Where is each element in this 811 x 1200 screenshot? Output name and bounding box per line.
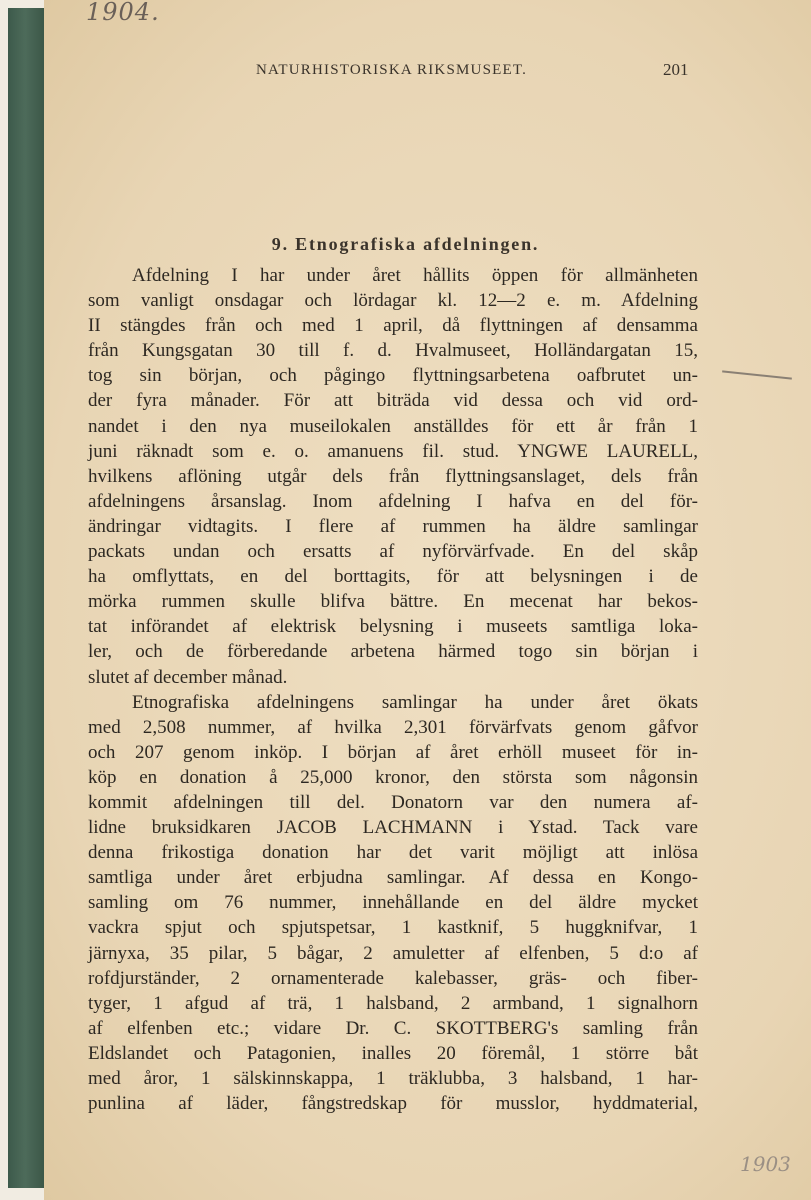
text-line: lidne bruksidkaren JACOB LACHMANN i Ystad. Tack vare xyxy=(88,817,698,839)
text-line: Eldslandet och Patagonien, inalles 20 föremål, 1 större båt xyxy=(88,1042,698,1064)
text-line: tog sin början, och pågingo flyttningsarbetena oafbrutet un- xyxy=(88,365,698,387)
page-number: 201 xyxy=(663,60,689,79)
body-text xyxy=(88,263,698,1116)
text-line: med 2,508 nummer, af hvilka 2,301 förvärfvats genom gåfvor xyxy=(88,716,698,738)
text-line: tat införandet af elektrisk belysning i museets samtliga loka- xyxy=(88,616,698,638)
text-line: ler, och de förberedande arbetena härmed togo sin början i xyxy=(88,641,698,663)
text-line: ändringar vidtagits. I flere af rummen ha äldre samlingar xyxy=(88,515,698,537)
text-line: juni räknadt som e. o. amanuens fil. stud. YNGWE LAURELL, xyxy=(88,440,698,462)
text-line: och 207 genom inköp. I början af året erhöll museet för in- xyxy=(88,741,698,763)
text-line: nandet i den nya museilokalen anställdes för ett år från 1 xyxy=(88,415,698,437)
text-line: järnyxa, 35 pilar, 5 bågar, 2 amuletter af elfenben, 5 d:o af xyxy=(88,942,698,964)
handwritten-annotation-top: 1904. xyxy=(86,0,160,26)
text-line: med åror, 1 sälskinnskappa, 1 träklubba, 3 halsband, 1 har- xyxy=(88,1068,698,1089)
text-line: vackra spjut och spjutspetsar, 1 kastknif, 5 huggknifvar, 1 xyxy=(88,917,698,939)
text-line: afdelningens årsanslag. Inom afdelning I hafva en del för- xyxy=(88,490,698,512)
text-line: kommit afdelningen till del. Donatorn var den numera af- xyxy=(88,791,698,813)
text-line: från Kungsgatan 30 till f. d. Hvalmuseet, Holländargatan 15, xyxy=(88,340,698,362)
text-line: rofdjurständer, 2 ornamenterade kalebasser, gräs- och fiber- xyxy=(88,967,698,989)
text-line: mörka rummen skulle blifva bättre. En mecenat har bekos- xyxy=(88,591,698,613)
text-line: packats undan och ersatts af nyförvärfvade. En del skåp xyxy=(88,541,698,563)
text-line: Afdelning I har under året hållits öppen för allmänheten xyxy=(132,265,698,286)
text-line: af elfenben etc.; vidare Dr. C. SKOTTBERG's samling från xyxy=(88,1017,698,1039)
green-spine-binding xyxy=(8,8,46,1188)
text-line: som vanligt onsdagar och lördagar kl. 12—2 e. m. Afdelning xyxy=(88,290,698,312)
text-line: samling om 76 nummer, innehållande en del äldre mycket xyxy=(88,892,698,914)
text-line: punlina af läder, fångstredskap för musslor, hyddmaterial, xyxy=(88,1093,698,1115)
handwritten-annotation-bottom: 1903 xyxy=(740,1152,791,1176)
text-line: denna frikostiga donation har det varit möjligt att inlösa xyxy=(88,842,698,864)
text-line: ha omflyttats, en del borttagits, för att belysningen i de xyxy=(88,566,698,588)
text-line: tyger, 1 afgud af trä, 1 halsband, 2 armband, 1 signalhorn xyxy=(88,992,698,1014)
text-line: II stängdes från och med 1 april, då flyttningen af densamma xyxy=(88,315,698,337)
text-line: der fyra månader. För att biträda vid dessa och vid ord- xyxy=(88,390,698,412)
running-head: NATURHISTORISKA RIKSMUSEET. xyxy=(256,62,528,78)
text-line: slutet af december månad. xyxy=(88,666,288,688)
text-line: Etnografiska afdelningens samlingar ha under året ökats xyxy=(132,691,698,713)
text-line: hvilkens aflöning utgår dels från flyttningsanslaget, dels från xyxy=(88,465,698,487)
text-line: samtliga under året erbjudna samlingar. Af dessa en Kongo- xyxy=(88,867,698,889)
section-title: 9. Etnografiska afdelningen. xyxy=(271,234,540,254)
text-line: köp en donation å 25,000 kronor, den största som någonsin xyxy=(88,766,698,788)
